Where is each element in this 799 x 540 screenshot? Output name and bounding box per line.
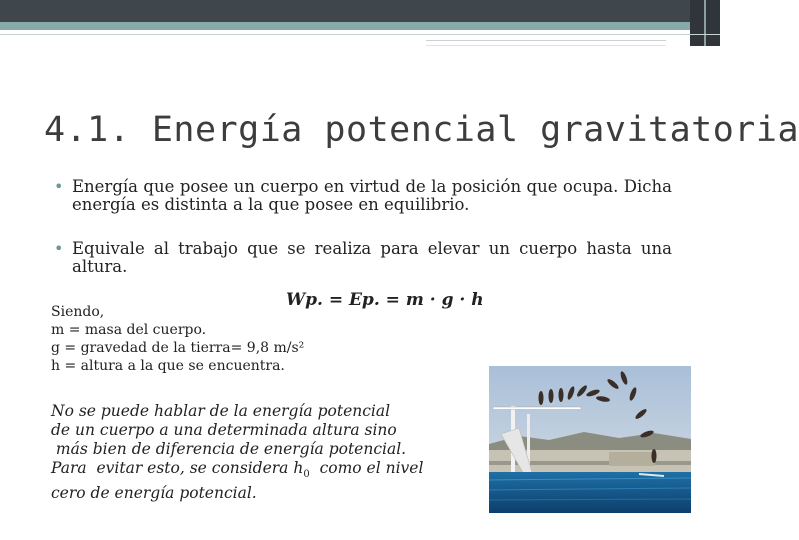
top-dark-bar	[0, 0, 720, 22]
energy-formula: Wp. = Ep. = m · g · h	[286, 290, 484, 310]
divider-line	[426, 45, 666, 46]
definition-line: h = altura a la que se encuentra.	[51, 358, 285, 374]
note-text: como el nivel	[309, 459, 424, 477]
note-line	[51, 459, 423, 484]
definitions	[51, 303, 304, 375]
note-line: cero de energía potencial.	[51, 484, 257, 503]
note-line: No se puede hablar de la energía potencial	[51, 402, 391, 420]
divider-line	[426, 40, 666, 41]
bullet-item: • Equivale al trabajo que se realiza para elevar un cuerpo hasta una altura.	[54, 240, 672, 276]
note-text: Para evitar esto, se considera h	[51, 459, 304, 477]
top-accent-bar	[0, 22, 720, 30]
definition-line: m = masa del cuerpo.	[51, 322, 207, 338]
bullet-item: • Energía que posee un cuerpo en virtud de la posición que ocupa. Dicha energía es distinta a la que posee en equilibrio.	[54, 178, 672, 214]
definition-line: g = gravedad de la tierra= 9,8 m/s²	[51, 340, 305, 356]
h-subscript: 0	[303, 469, 310, 481]
definition-line: Siendo,	[51, 304, 105, 320]
diver-photo	[489, 366, 691, 513]
note-line: de un cuerpo a una determinada altura sino	[51, 421, 397, 439]
divider-line	[0, 34, 720, 35]
slide-title: 4.1. Energía potencial gravitatoria	[44, 110, 799, 150]
note-paragraph	[51, 402, 423, 503]
corner-line	[704, 0, 706, 46]
bullet-list	[54, 178, 672, 276]
note-line: más bien de diferencia de energía potencial.	[51, 440, 407, 458]
